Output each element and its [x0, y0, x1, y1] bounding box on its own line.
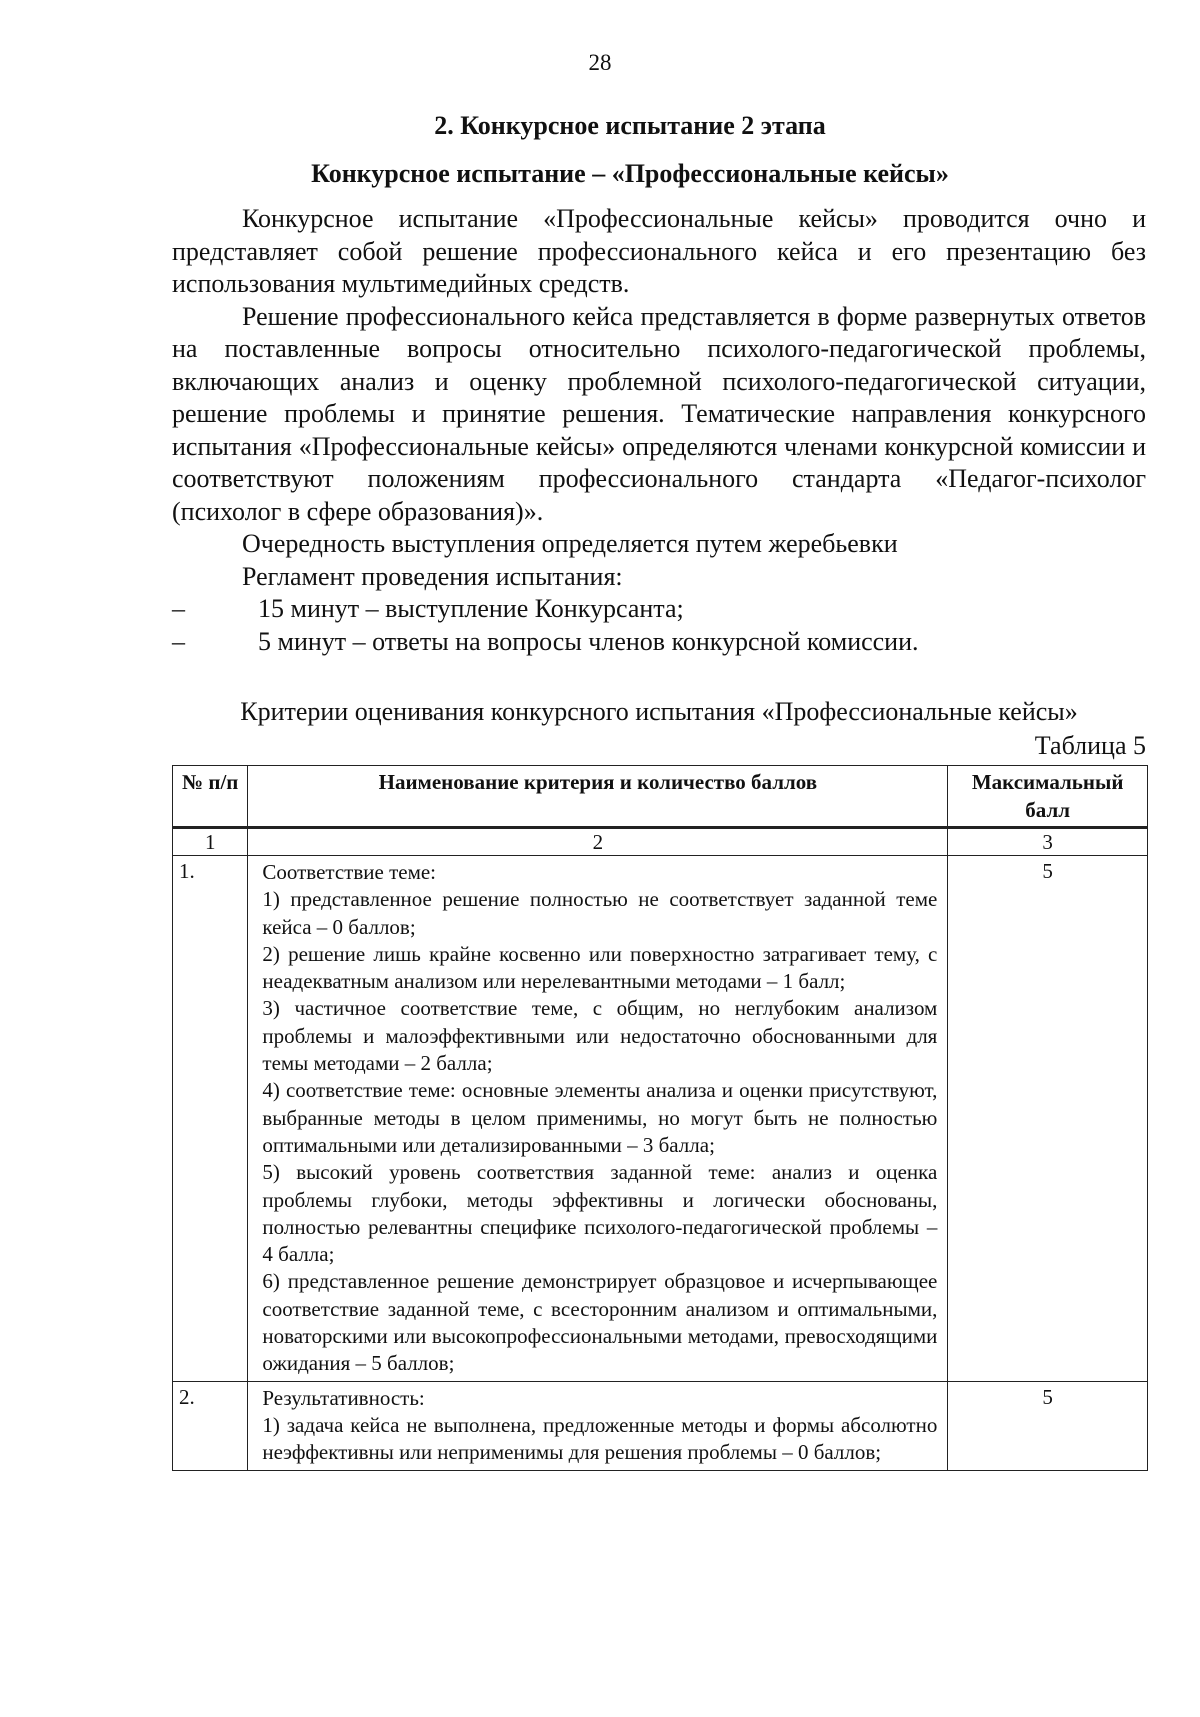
- section-subheading: Конкурсное испытание – «Профессиональные кейсы»: [311, 159, 949, 188]
- page-number: 28: [588, 50, 612, 75]
- table-caption: Критерии оценивания конкурсного испытания «Профессиональные кейсы»: [240, 697, 1078, 726]
- criterion-item: 4) соответствие теме: основные элементы анализа и оценки присутствуют, выбранные методы в целом применимы, но могут быть не полностью оптимальными или детализированными – 3 балла;: [262, 1078, 938, 1157]
- list-item: [172, 593, 1146, 626]
- max-score: 5: [948, 1381, 1148, 1470]
- criterion-title: Соответствие теме:: [262, 860, 437, 884]
- criterion-item: 2) решение лишь крайне косвенно или поверхностно затрагивает тему, с неадекватным анализом или нерелевантными методами – 1 балл;: [262, 941, 938, 994]
- column-number: 1: [173, 828, 248, 856]
- section-heading: 2. Конкурсное испытание 2 этапа: [434, 111, 826, 140]
- criterion-cell: [248, 856, 948, 1382]
- row-number: 2.: [173, 1381, 248, 1470]
- header-max-score: Максимальный балл: [948, 766, 1148, 828]
- list-item-text: 15 минут – выступление Конкурсанта;: [258, 594, 684, 623]
- column-number: 2: [248, 828, 948, 856]
- list-item: [172, 626, 1146, 659]
- header-criterion: Наименование критерия и количество баллов: [248, 766, 948, 828]
- column-number: 3: [948, 828, 1148, 856]
- paragraph: Конкурсное испытание «Профессиональные кейсы» проводится очно и представляет собой решение профессионального кейса и его презентацию без использования мультимедийных средств.: [172, 204, 1146, 298]
- max-score: 5: [948, 856, 1148, 1382]
- header-number: № п/п: [173, 766, 248, 828]
- paragraph: Регламент проведения испытания:: [242, 561, 623, 591]
- dash-bullet: –: [172, 594, 185, 623]
- body-text: [172, 203, 1146, 658]
- list-item-text: 5 минут – ответы на вопросы членов конкурсной комиссии.: [258, 626, 919, 656]
- paragraph: Очередность выступления определяется путем жеребьевки: [242, 529, 898, 558]
- table-header-row: [173, 766, 1148, 828]
- dash-bullet: –: [172, 626, 185, 656]
- criterion-cell: [248, 1381, 948, 1470]
- criteria-table: [172, 765, 1148, 1471]
- criterion-item: 5) высокий уровень соответствия заданной теме: анализ и оценка проблемы глубоки, методы эффективны и логически обоснованы, полностью релевантны специфике психолого-педагогической проблемы – 4 балла;: [262, 1160, 938, 1267]
- paragraph: Решение профессионального кейса представляется в форме развернутых ответов на поставленные вопросы относительно психолого-педагогической проблемы, включающих анализ и оценку проблемной психолого-педагогической ситуации, решение проблемы и принятие решения. Тематические направления конкурсного испытания «Профессиональные кейсы» определяются членами конкурсной комиссии и соответствуют положениям профессионального стандарта «Педагог-психолог (психолог в сфере образования)».: [172, 301, 1146, 526]
- table-number: Таблица 5: [1034, 731, 1146, 760]
- row-number: 1.: [173, 856, 248, 1382]
- criterion-item: 6) представленное решение демонстрирует образцовое и исчерпывающее соответствие заданной теме, с всесторонним анализом и оптимальными, новаторскими или высокопрофессиональными методами, превосходящими ожидания – 5 баллов;: [262, 1269, 938, 1376]
- table-row: [173, 1381, 1148, 1470]
- criterion-title: Результативность:: [262, 1385, 425, 1410]
- criterion-item: 1) задача кейса не выполнена, предложенные методы и формы абсолютно неэффективны или неприменимы для решения проблемы – 0 баллов;: [262, 1412, 938, 1465]
- criterion-item: 1) представленное решение полностью не соответствует заданной теме кейса – 0 баллов;: [262, 887, 938, 939]
- column-number-row: [173, 828, 1148, 856]
- criterion-item: 3) частичное соответствие теме, с общим, но неглубоким анализом проблемы и малоэффективными или недостаточно обоснованными для темы методами – 2 балла;: [262, 996, 938, 1076]
- table-row: [173, 856, 1148, 1382]
